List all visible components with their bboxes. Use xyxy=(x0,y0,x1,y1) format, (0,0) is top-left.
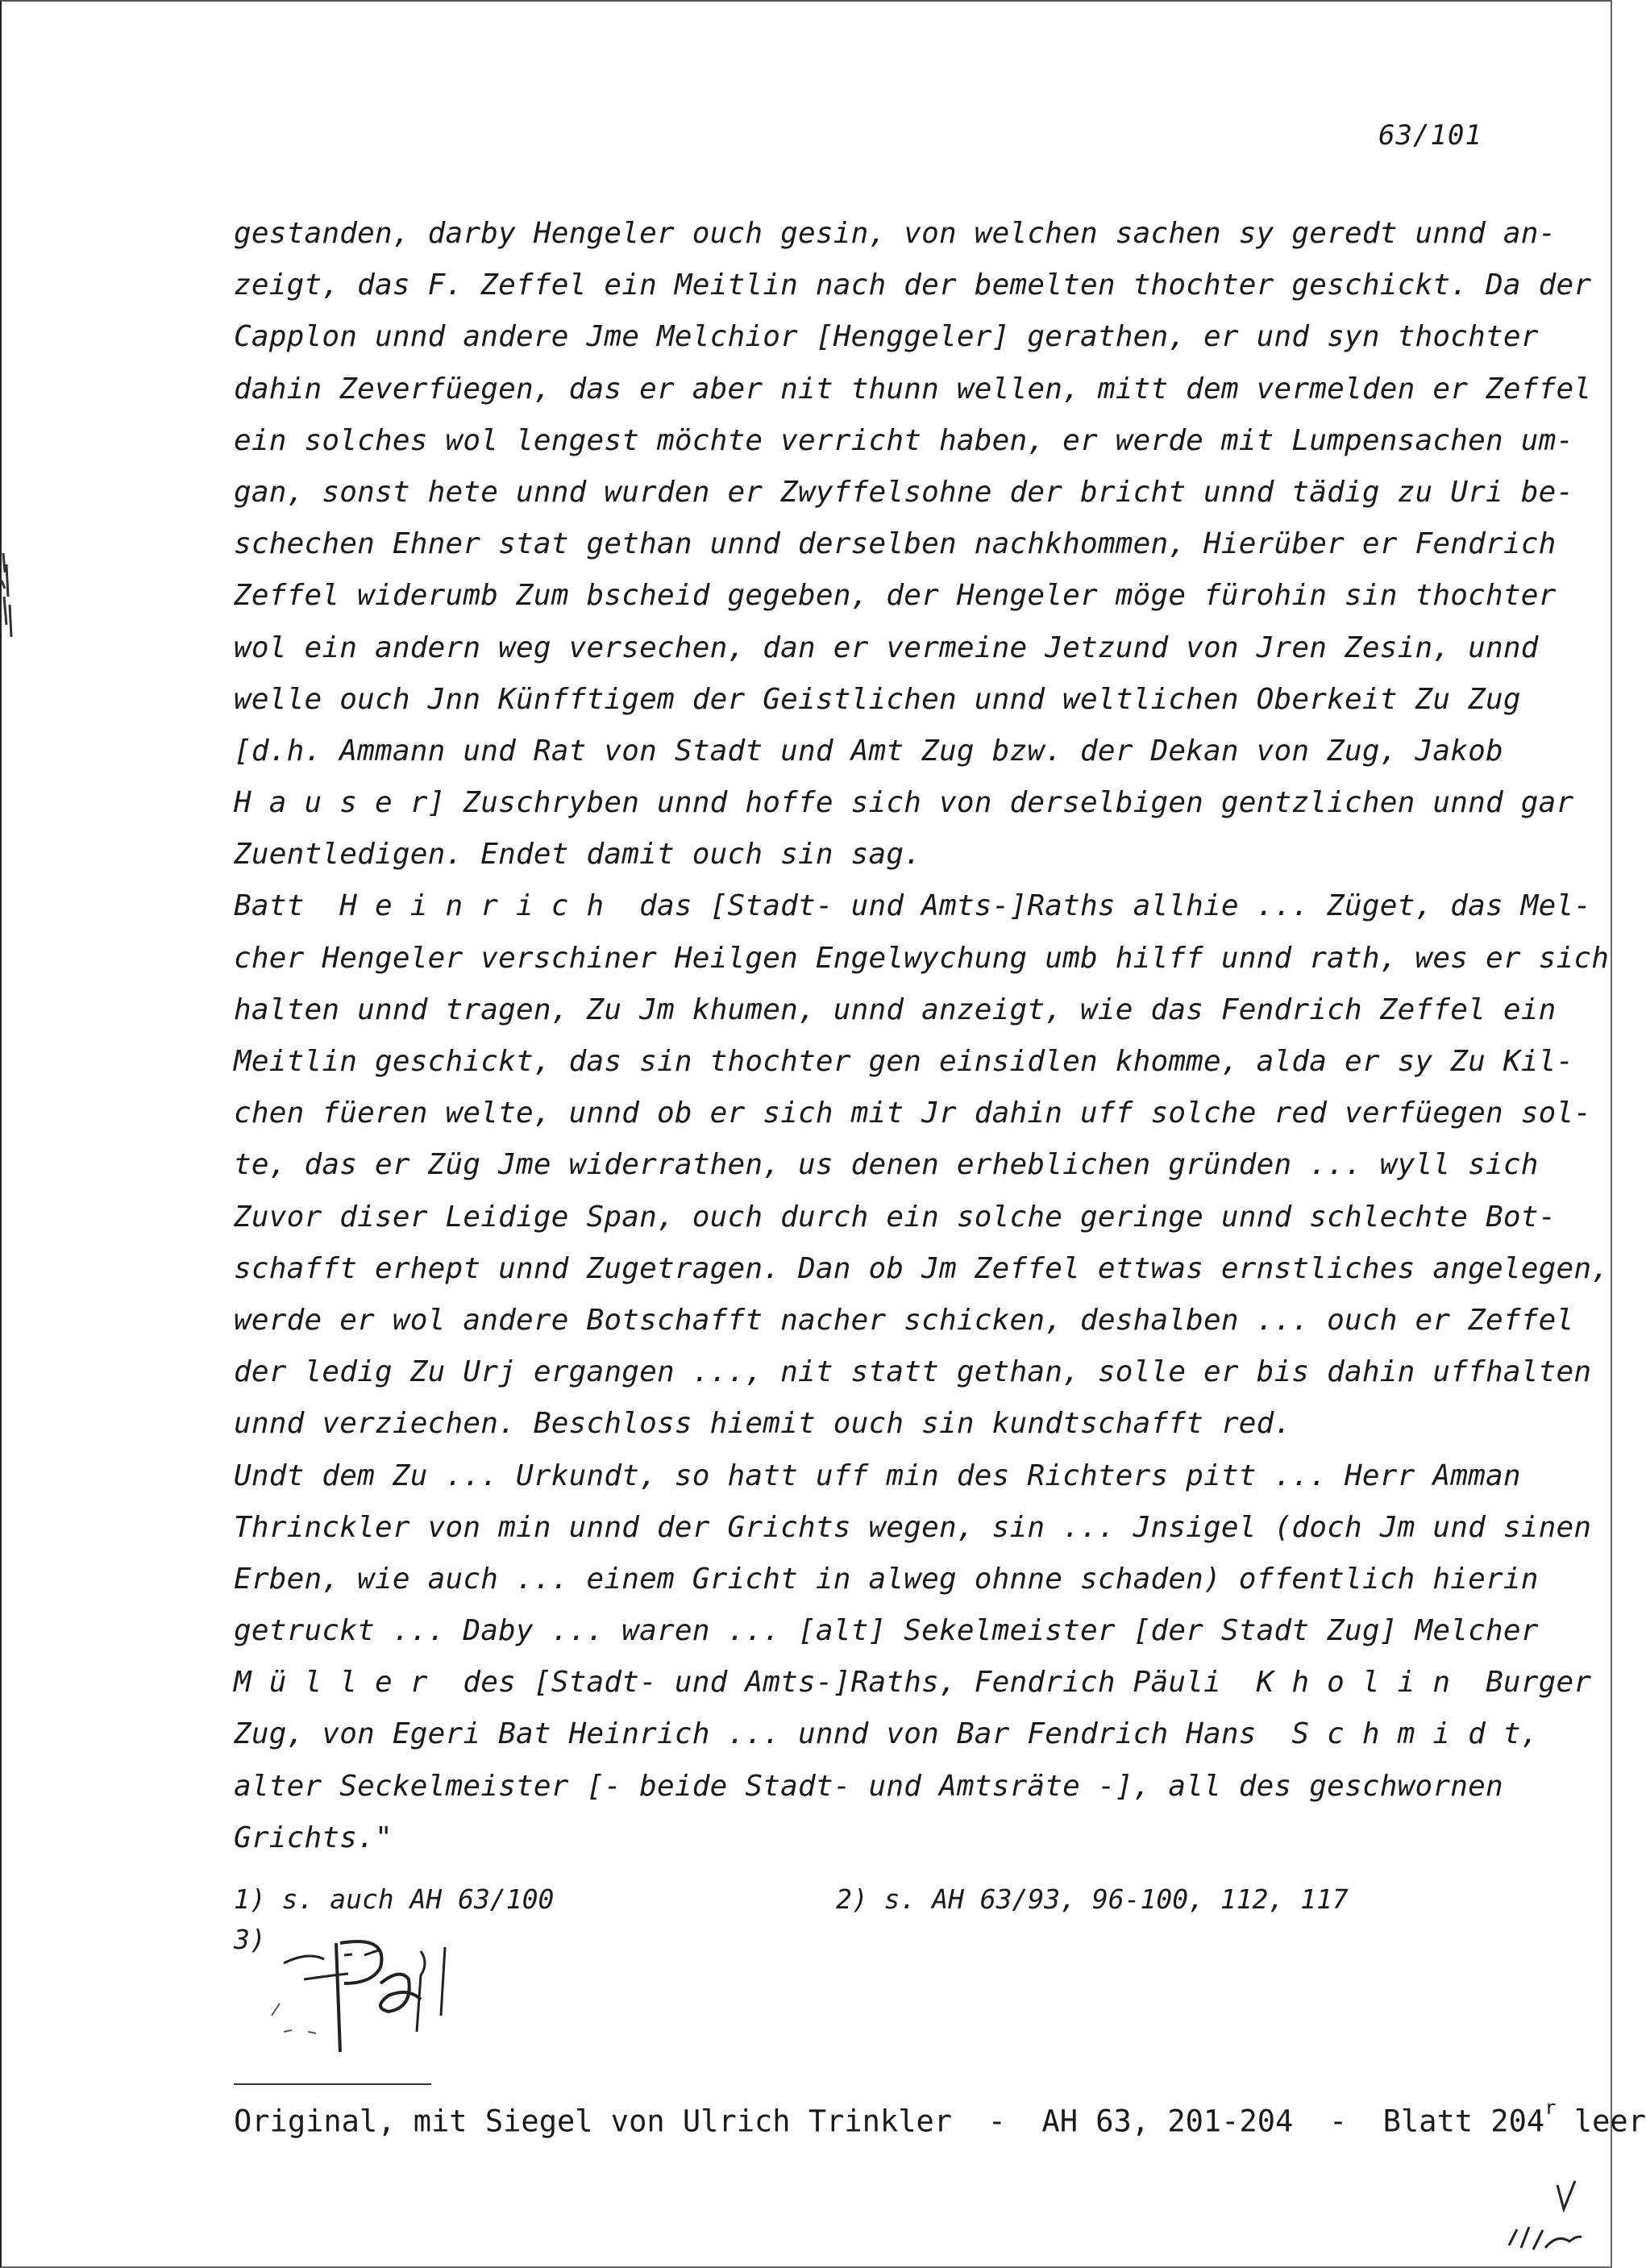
text-line: welle ouch Jnn Künfftigem der Geistlichen unnd weltlichen Oberkeit Zu Zug xyxy=(234,682,1521,716)
text-line: alter Seckelmeister [- beide Stadt- und Amtsräte -], all des geschwornen xyxy=(234,1769,1503,1803)
footnote-3: 3) xyxy=(234,1924,266,1955)
text-line: dahin Zeverfüegen, das er aber nit thunn wellen, mitt dem vermelden er Zeffel xyxy=(234,372,1592,406)
text-line: Capplon unnd andere Jme Melchior [Henggeler] gerathen, er und syn thochter xyxy=(234,320,1539,354)
text-line: Undt dem Zu ... Urkundt, so hatt uff min des Richters pitt ... Herr Amman xyxy=(234,1459,1521,1492)
text-line: cher Hengeler verschiner Heilgen Engelwychung umb hilff unnd rath, wes er sich xyxy=(234,941,1610,975)
page-number: 63/101 xyxy=(1378,119,1482,152)
text-line: ein solches wol lengest möchte verricht haben, er werde mit Lumpensachen um- xyxy=(234,423,1574,457)
binding-mark xyxy=(0,548,27,645)
text-line: schafft erhept unnd Zugetragen. Dan ob Jm Zeffel ettwas ernstliches angelegen, xyxy=(234,1251,1610,1285)
text-line: M ü l l e r des [Stadt- und Amts-]Raths, Fendrich Päuli K h o l i n Burger xyxy=(234,1666,1592,1700)
folio-handwritten-mark xyxy=(1501,2177,1590,2258)
origin-line xyxy=(234,2096,1646,2139)
text-line: werde er wol andere Botschafft nacher schicken, deshalben ... ouch er Zeffel xyxy=(234,1303,1574,1337)
body-text xyxy=(234,208,1610,1864)
text-line: chen füeren welte, unnd ob er sich mit Jr dahin uff solche red verfüegen sol- xyxy=(234,1097,1592,1130)
text-line: [d.h. Ammann und Rat von Stadt und Amt Zug bzw. der Dekan von Zug, Jakob xyxy=(234,734,1503,768)
text-line: Grichts." xyxy=(234,1821,393,1854)
text-line: wol ein andern weg versechen, dan er vermeine Jetzund von Jren Zesin, unnd xyxy=(234,630,1539,664)
text-line: schechen Ehner stat gethan unnd derselben nachkhommen, Hierüber er Fendrich xyxy=(234,527,1557,561)
text-line: Zuvor diser Leidige Span, ouch durch ein solche geringe unnd schlechte Bot- xyxy=(234,1200,1557,1234)
separator-rule xyxy=(234,2083,431,2085)
text-line: Erben, wie auch ... einem Gricht in alweg ohnne schaden) offentlich hierin xyxy=(234,1562,1539,1596)
footnote-2: 2) s. AH 63/93, 96-100, 112, 117 xyxy=(836,1883,1349,1915)
text-line: zeigt, das F. Zeffel ein Meitlin nach der bemelten thochter geschickt. Da der xyxy=(234,268,1592,302)
seal-signature-sketch xyxy=(260,1919,461,2060)
text-line: unnd verziechen. Beschloss hiemit ouch sin kundtschafft red. xyxy=(234,1407,1292,1441)
origin-suffix: leer xyxy=(1556,2104,1646,2139)
text-line: Zug, von Egeri Bat Heinrich ... unnd von Bar Fendrich Hans S c h m i d t, xyxy=(234,1717,1539,1751)
text-line: Zuentledigen. Endet damit ouch sin sag. xyxy=(234,838,922,872)
text-line: gestanden, darby Hengeler ouch gesin, von welchen sachen sy geredt unnd an- xyxy=(234,217,1557,250)
text-line: H a u s e r] Zuschryben unnd hoffe sich von derselbigen gentzlichen unnd gar xyxy=(234,786,1574,820)
text-line: Batt H e i n r i c h das [Stadt- und Amts-]Raths allhie ... Züget, das Mel- xyxy=(234,889,1592,923)
text-line: Meitlin geschickt, das sin thochter gen einsidlen khomme, alda er sy Zu Kil- xyxy=(234,1045,1574,1078)
text-line: Zeffel widerumb Zum bscheid gegeben, der Hengeler möge fürohin sin thochter xyxy=(234,579,1557,613)
origin-superscript: r xyxy=(1544,2096,1557,2119)
origin-text: Original, mit Siegel von Ulrich Trinkler - AH 63, 201-204 - Blatt 204 xyxy=(234,2104,1545,2139)
text-line: der ledig Zu Urj ergangen ..., nit statt gethan, solle er bis dahin uffhalten xyxy=(234,1355,1592,1389)
text-line: halten unnd tragen, Zu Jm khumen, unnd anzeigt, wie das Fendrich Zeffel ein xyxy=(234,993,1557,1026)
text-line: te, das er Züg Jme widerrathen, us denen erheblichen gründen ... wyll sich xyxy=(234,1148,1539,1182)
footnote-1: 1) s. auch AH 63/100 xyxy=(234,1883,555,1915)
text-line: gan, sonst hete unnd wurden er Zwyffelsohne der bricht unnd tädig zu Uri be- xyxy=(234,475,1574,509)
text-line: Thrinckler von min unnd der Grichts wegen, sin ... Jnsigel (doch Jm und sinen xyxy=(234,1510,1592,1544)
text-line: getruckt ... Daby ... waren ... [alt] Sekelmeister [der Stadt Zug] Melcher xyxy=(234,1614,1539,1648)
